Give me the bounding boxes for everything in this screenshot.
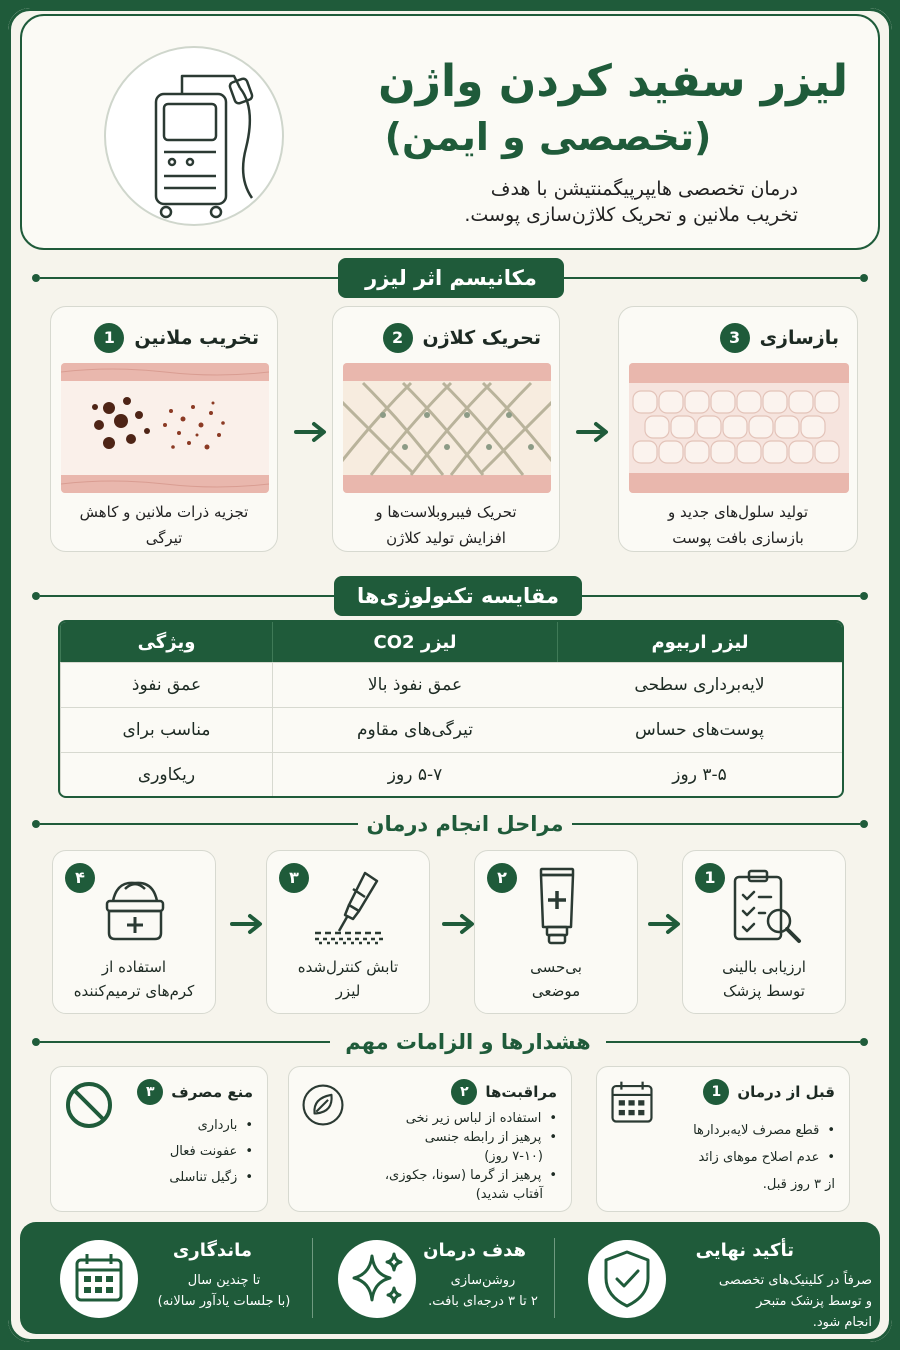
- prohibited-icon: [63, 1079, 115, 1131]
- leaf-icon: [301, 1083, 345, 1127]
- table-row: عمق نفوذ عمق نفوذ بالا لایه‌برداری سطحی: [60, 662, 842, 707]
- footer-item-final-note: تأکید نهایی صرفاً در کلینیک‌های تخصصی و توسط پزشک متبحر انجام شود.: [558, 1222, 880, 1334]
- calendar-icon: [60, 1240, 138, 1318]
- list-item: • استفاده از لباس زیر نخی: [385, 1109, 557, 1128]
- step-card-4: ۴ استفاده از کرم‌های ترمیم‌کننده: [52, 850, 216, 1014]
- warning-title: قبل از درمان: [737, 1083, 835, 1101]
- card-caption: تولید سلول‌های جدید و بازسازی بافت پوست: [667, 503, 809, 547]
- column-header: لیزر اربیوم: [557, 622, 842, 662]
- steps-section-header: [32, 804, 868, 844]
- list-item: • زگیل تناسلی: [169, 1165, 253, 1191]
- arrow-right-icon: [648, 912, 684, 936]
- footer-title: هدف درمان: [423, 1240, 526, 1261]
- header-panel: [20, 14, 880, 250]
- step-number-badge: 1: [94, 323, 124, 353]
- list-item: • عدم اصلاح موهای زائد: [693, 1144, 835, 1171]
- comparison-heading: مقایسه تکنولوژی‌ها: [334, 576, 582, 616]
- mechanism-section-header: [32, 258, 868, 298]
- comparison-table: [58, 620, 844, 798]
- shield-check-icon: [588, 1240, 666, 1318]
- footer-item-longevity: ماندگاری تا چندین سال (با جلسات یادآور سالانه): [20, 1222, 310, 1334]
- steps-heading: مراحل انجام درمان: [358, 804, 572, 844]
- list-item: • قطع مصرف لایه‌بردارها: [693, 1117, 835, 1144]
- list-item-continuation: آفتاب شدید): [475, 1187, 543, 1202]
- step-number-badge: ۴: [65, 863, 95, 893]
- footer-title: تأکید نهایی: [695, 1240, 794, 1261]
- collagen-skin-illustration: [343, 363, 551, 493]
- warnings-heading: هشدارها و الزامات مهم: [330, 1022, 606, 1062]
- column-header: لیزر CO2: [272, 622, 557, 662]
- arrow-right-icon: [442, 912, 478, 936]
- list-item-continuation: (۷-۱۰ روز): [484, 1149, 543, 1164]
- cream-tube-icon: [517, 867, 597, 947]
- column-header: ویژگی: [60, 622, 272, 662]
- mechanism-heading: مکانیسم اثر لیزر: [338, 258, 564, 298]
- mechanism-card-collagen: [332, 306, 560, 552]
- sparkle-icon: [338, 1240, 416, 1318]
- page-subtitle: (تخصصی و ایمن): [384, 115, 712, 159]
- warning-list: [693, 1117, 835, 1198]
- warning-card-aftercare: [288, 1066, 572, 1212]
- step-number-badge: 2: [383, 323, 413, 353]
- laser-handpiece-icon: [309, 867, 389, 947]
- step-card-2: ۲ بی‌حسی موضعی: [474, 850, 638, 1014]
- card-title: بازسازی: [759, 327, 839, 349]
- card-caption: تجزیه ذرات ملانین و کاهش تیرگی: [79, 503, 249, 547]
- mechanism-card-regeneration: [618, 306, 858, 552]
- arrow-right-icon: [230, 912, 266, 936]
- step-number-badge: ۳: [137, 1079, 163, 1105]
- footer-divider: [554, 1238, 555, 1318]
- step-number-badge: ۲: [451, 1079, 477, 1105]
- table-header-row: [60, 622, 842, 662]
- clipboard-search-icon: [725, 867, 805, 947]
- list-item: • پرهیز از گرما (سونا، جکوزی،: [385, 1166, 557, 1185]
- step-card-1: 1 ارزیابی بالینی توسط پزشک: [682, 850, 846, 1014]
- table-row: مناسب برای تیرگی‌های مقاوم پوست‌های حساس: [60, 707, 842, 752]
- step-number-badge: 3: [720, 323, 750, 353]
- card-title: تحریک کلاژن: [422, 327, 541, 349]
- warnings-section-header: [32, 1022, 868, 1062]
- warning-card-contraindications: [50, 1066, 268, 1212]
- table-row: ریکاوری ۵-۷ روز ۳-۵ روز: [60, 752, 842, 797]
- warning-title: منع مصرف: [171, 1083, 253, 1101]
- arrow-right-icon: [294, 420, 330, 444]
- description-line-1: درمان تخصصی هایپرپیگمنتیشن با هدف: [490, 178, 798, 200]
- step-number-badge: ۲: [487, 863, 517, 893]
- melanin-skin-illustration: [61, 363, 269, 493]
- warning-list: [169, 1113, 253, 1191]
- description-line-2: تخریب ملانین و تحریک کلاژن‌سازی پوست.: [464, 204, 798, 226]
- calendar-icon: [609, 1079, 655, 1125]
- step-card-3: ۳ تابش کنترل‌شده لیزر: [266, 850, 430, 1014]
- arrow-right-icon: [576, 420, 612, 444]
- warning-title: مراقبت‌ها: [485, 1083, 557, 1101]
- page-title: لیزر سفید کردن واژن: [378, 56, 848, 107]
- footer-item-goal: هدف درمان روشن‌سازی ۲ تا ۳ درجه‌ای بافت.: [316, 1222, 552, 1334]
- laser-machine-icon: [104, 46, 284, 226]
- card-caption: تحریک فیبروبلاست‌ها و افزایش تولید کلاژن: [375, 503, 517, 547]
- footer-banner: [20, 1222, 880, 1334]
- infographic-page: [8, 8, 892, 1342]
- footer-title: ماندگاری: [172, 1240, 252, 1261]
- step-number-badge: 1: [695, 863, 725, 893]
- regeneration-skin-illustration: [629, 363, 849, 493]
- mechanism-card-melanin: [50, 306, 278, 552]
- list-item: • پرهیز از رابطه جنسی: [385, 1128, 557, 1147]
- warning-card-before-treatment: [596, 1066, 850, 1212]
- step-number-badge: ۳: [279, 863, 309, 893]
- comparison-section-header: [32, 576, 868, 616]
- card-title: تخریب ملانین: [134, 327, 259, 349]
- list-item: • بارداری: [169, 1113, 253, 1139]
- step-number-badge: 1: [703, 1079, 729, 1105]
- warning-list: [385, 1109, 557, 1204]
- list-item: • عفونت فعال: [169, 1139, 253, 1165]
- list-item-continuation: از ۳ روز قبل.: [762, 1177, 835, 1192]
- footer-divider: [312, 1238, 313, 1318]
- page-description: [338, 176, 798, 228]
- cream-jar-icon: [95, 867, 175, 947]
